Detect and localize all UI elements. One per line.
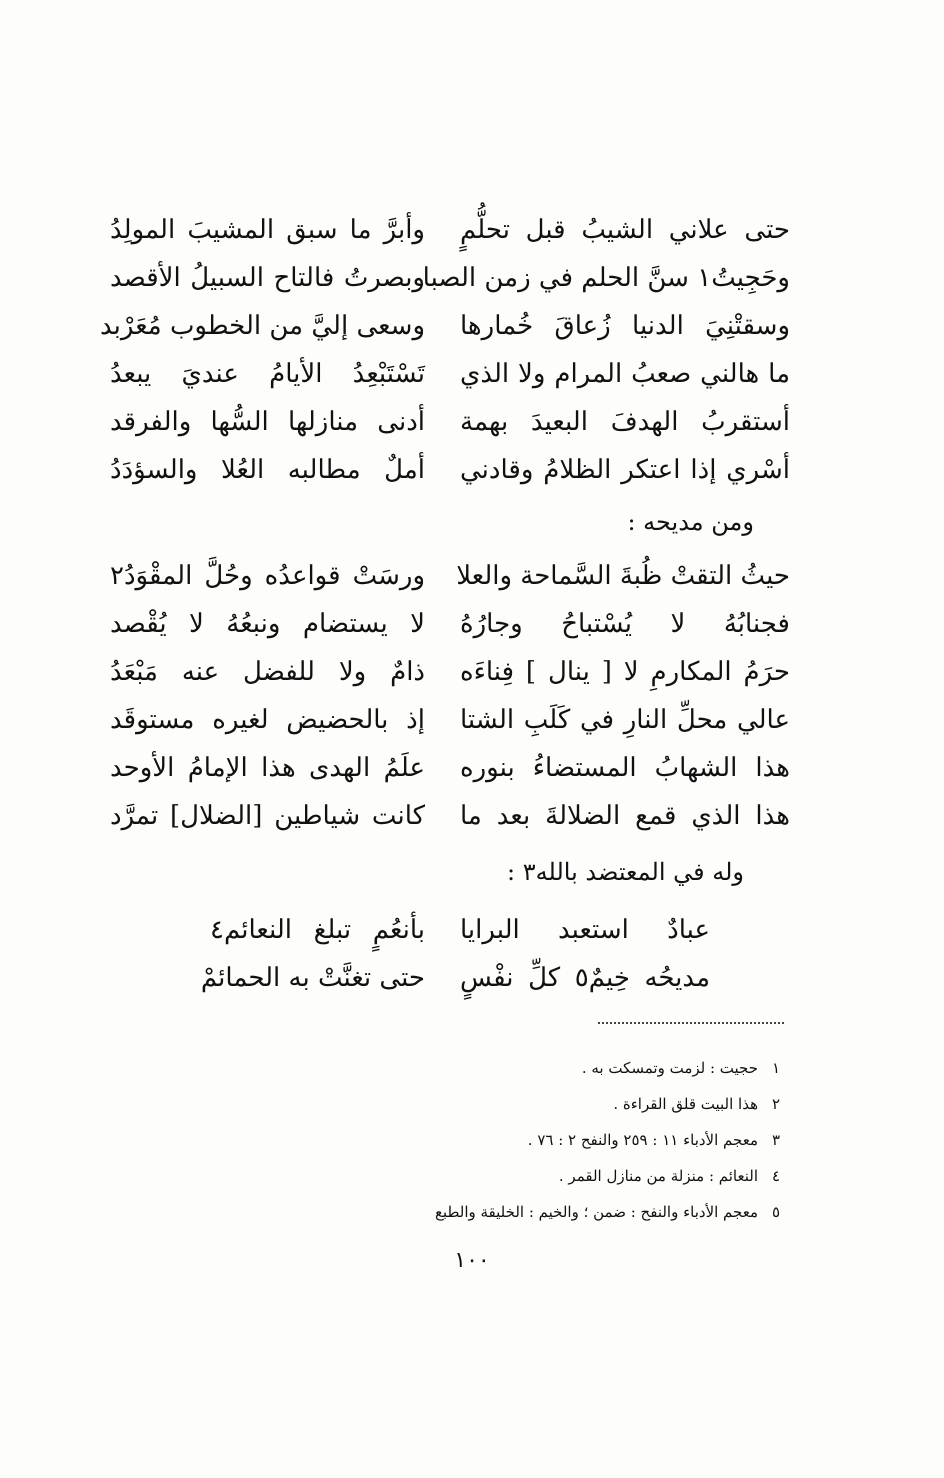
- verse: [110, 954, 790, 1002]
- verse-second-hemistich: أدنى منازلها السُّها والفرقد: [110, 407, 425, 437]
- verse-first-hemistich: عالي محلِّ النارِ في كَلَبِ الشتا: [460, 705, 790, 735]
- verse-second-hemistich: ورسَتْ قواعدُه وحُلَّ المقْوَدُ٢: [110, 561, 425, 591]
- poem-stanza-2: [110, 552, 790, 840]
- footnote-text: حجيت : لزمت وتمسكت به .: [581, 1059, 758, 1077]
- verse-second-hemistich: أملٌ مطالبه العُلا والسؤدَدُ: [110, 455, 425, 485]
- verse: [110, 398, 790, 446]
- page-number: ١٠٠: [454, 1248, 490, 1273]
- footnote-number: ٢: [771, 1095, 780, 1113]
- verse-second-hemistich: لا يستضام ونبعُهُ لا يُقْصد: [110, 609, 425, 639]
- verse: [110, 350, 790, 398]
- verse-first-hemistich: مديحُه خِيمٌ٥ كلِّ نفْسٍ: [460, 963, 710, 993]
- footnote: [340, 1194, 780, 1230]
- verse-second-hemistich: وبصرتُ فالتاح السبيلُ الأقصد: [110, 263, 425, 293]
- verse: [110, 792, 790, 840]
- poem-stanza-3: [110, 906, 790, 1002]
- verse: [110, 254, 790, 302]
- verse-first-hemistich: هذا الشهابُ المستضاءُ بنوره: [460, 753, 790, 783]
- verse: [110, 206, 790, 254]
- verse: [110, 696, 790, 744]
- verse-first-hemistich: وحَجِيتُ١ سنَّ الحلم في زمن الصبا: [422, 263, 790, 293]
- footnote-text: معجم الأدباء ١١ : ٢٥٩ والنفح ٢ : ٧٦ .: [527, 1131, 758, 1149]
- verse-second-hemistich: وسعى إليَّ من الخطوب مُعَرْبد: [99, 311, 425, 341]
- verse-second-hemistich: وأبرَّ ما سبق المشيبَ المولِدُ: [110, 215, 425, 245]
- section-intro-madih: ومن مديحه :: [627, 508, 754, 536]
- verse: [110, 600, 790, 648]
- verse-first-hemistich: ما هالني صعبُ المرام ولا الذي: [460, 359, 790, 389]
- verse-first-hemistich: فجنابُهُ لا يُسْتباحُ وجارُهُ: [460, 609, 790, 639]
- footnote-number: ٤: [771, 1167, 780, 1185]
- verse: [110, 446, 790, 494]
- footnote: [340, 1158, 780, 1194]
- verse-second-hemistich: بأنعُمٍ تبلغ النعائم٤: [210, 915, 425, 945]
- verse: [110, 648, 790, 696]
- verse-second-hemistich: حتى تغنَّتْ به الحمائمْ: [200, 963, 425, 993]
- verse-second-hemistich: إذ بالحضيض لغيره مستوقَد: [110, 705, 425, 735]
- footnote: [340, 1122, 780, 1158]
- verse: [99, 302, 790, 350]
- footnote-number: ١: [771, 1059, 780, 1077]
- verse-second-hemistich: كانت شياطين [الضلال] تمرَّد: [110, 801, 425, 831]
- verse-first-hemistich: حرَمُ المكارمِ لا [ ينال ] فِناءَه: [460, 657, 790, 687]
- verse-first-hemistich: عبادٌ استعبد البرايا: [460, 915, 710, 945]
- verse-first-hemistich: هذا الذي قمع الضلالةَ بعد ما: [460, 801, 790, 831]
- poem-stanza-1: [99, 206, 790, 494]
- verse-second-hemistich: ذامٌ ولا للفضل عنه مَبْعَدُ: [110, 657, 425, 687]
- verse-first-hemistich: أستقربُ الهدفَ البعيدَ بهمة: [460, 407, 790, 437]
- verse-second-hemistich: تَسْتَبْعِدُ الأيامُ عنديَ يبعدُ: [110, 359, 425, 389]
- footnotes: [340, 1050, 780, 1230]
- footnote: [340, 1086, 780, 1122]
- verse-first-hemistich: حتى علاني الشيبُ قبل تحلُّمٍ: [460, 215, 790, 245]
- verse-second-hemistich: علَمُ الهدى هذا الإمامُ الأوحد: [110, 753, 425, 783]
- section-intro-mutadid: وله في المعتضد بالله٣ :: [507, 858, 744, 886]
- verse: [110, 552, 790, 600]
- footnote-text: النعائم : منزلة من منازل القمر .: [558, 1167, 758, 1185]
- footnote: [340, 1050, 780, 1086]
- footnote-number: ٣: [771, 1131, 780, 1149]
- verse-first-hemistich: حيثُ التقتْ ظُبةَ السَّماحة والعلا: [456, 561, 790, 591]
- footnote-text: معجم الأدباء والنفح : ضمن ؛ والخيم : الخليقة والطبع: [434, 1203, 758, 1221]
- footnote-separator: [598, 1022, 784, 1024]
- verse: [110, 906, 790, 954]
- verse: [110, 744, 790, 792]
- footnote-number: ٥: [771, 1203, 780, 1221]
- verse-first-hemistich: أسْري إذا اعتكر الظلامُ وقادني: [460, 455, 790, 485]
- verse-first-hemistich: وسقتْنِيَ الدنيا زُعاقَ خُمارها: [460, 311, 790, 341]
- footnote-text: هذا البيت قلق القراءة .: [613, 1095, 758, 1113]
